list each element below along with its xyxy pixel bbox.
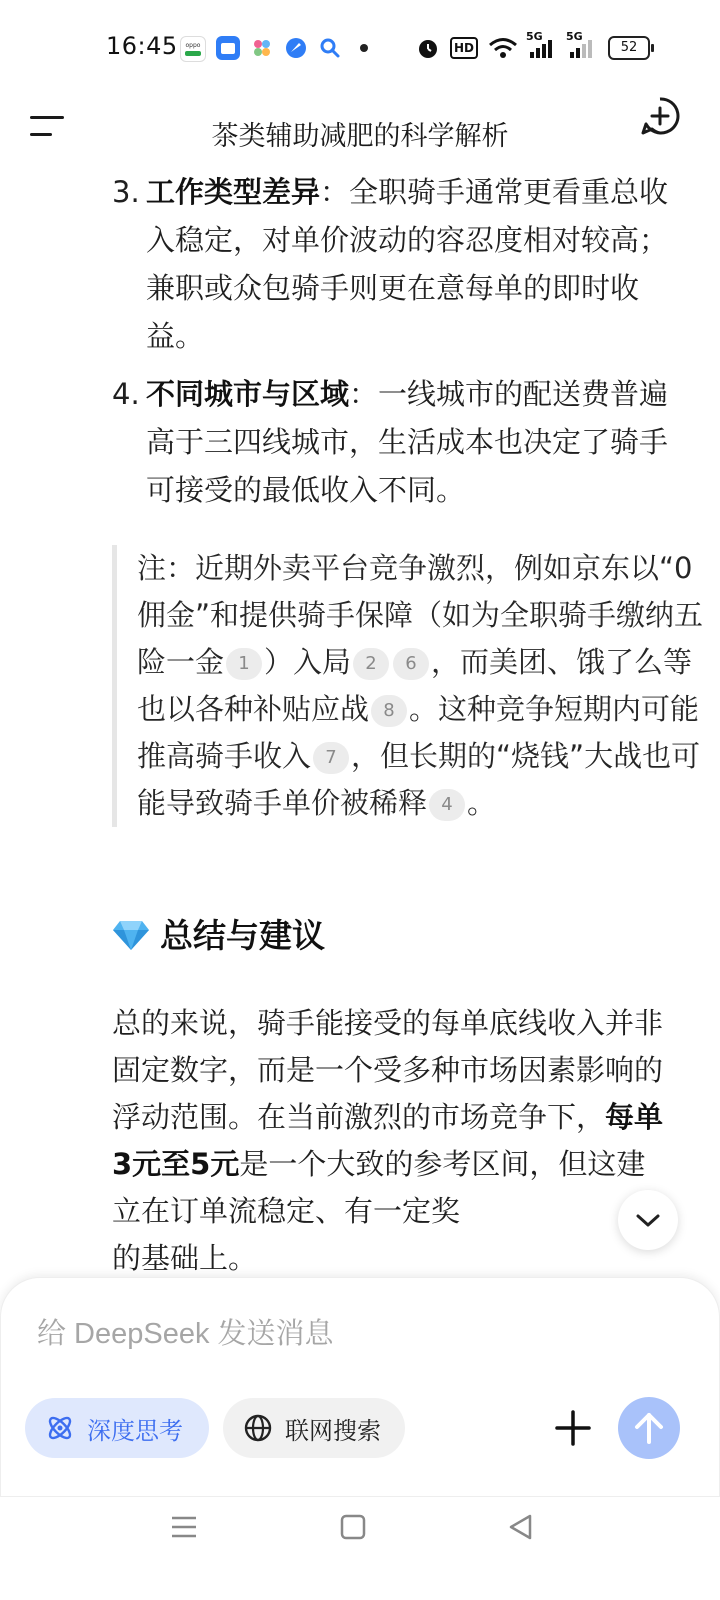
home-square-icon (337, 1511, 369, 1543)
list-item-body (146, 370, 672, 514)
summary-bold: 每单3元至5元 (112, 1100, 664, 1181)
citation-badge[interactable]: 2 (353, 648, 389, 680)
note-text: 。 (467, 786, 497, 820)
note-text: ）入局 (264, 645, 352, 679)
search-app-icon (318, 36, 342, 60)
list-item (112, 168, 672, 360)
chevron-down-icon (618, 1190, 678, 1250)
palette-app-icon (250, 36, 274, 60)
new-chat-button[interactable] (640, 96, 680, 136)
arrow-up-icon (618, 1397, 680, 1459)
list-item-number: 3. (112, 175, 140, 209)
app-header (0, 96, 720, 160)
list-item (112, 370, 672, 514)
citation-badge[interactable]: 4 (429, 789, 465, 821)
summary-text: 的基础上。 (112, 1241, 258, 1275)
web-search-toggle[interactable] (223, 1398, 405, 1458)
plus-icon (553, 1408, 593, 1448)
citation-badge[interactable]: 7 (313, 742, 349, 774)
network-5g-label-2: 5G (566, 30, 583, 43)
note-text: 。这种竞争短期内可能推高骑手收入 (137, 692, 700, 773)
list-item-text: ：全职骑手通常更看重总收入稳定，对单价波动的容忍度相对较高；兼职或众包骑手则更在意每单的即时收益。 (146, 175, 669, 353)
gem-icon (112, 919, 150, 959)
menu-icon (168, 1511, 200, 1543)
alarm-icon (416, 36, 440, 60)
citation-badge[interactable]: 6 (393, 648, 429, 680)
hd-voice-badge: HD (450, 37, 478, 59)
nav-back-button[interactable] (505, 1511, 537, 1543)
summary-paragraph (112, 1000, 672, 1275)
citation-badge[interactable]: 8 (371, 695, 407, 727)
status-time: 16:45 (106, 32, 178, 60)
note-text: 注：近期外卖平台竞争激烈，例如京东以“0佣金”和提供骑手保障（如为全职骑手缴纳五险一金 (137, 551, 704, 679)
note-text: ，但长期的“烧钱”大战也可能导致骑手单价被稀释 (137, 739, 701, 820)
list-item-number: 4. (112, 377, 140, 411)
list-item-title: 不同城市与区域 (146, 377, 350, 411)
signal-icon-2 (568, 36, 598, 60)
citation-badge[interactable]: 1 (226, 648, 262, 680)
summary-text: 总的来说，骑手能接受的每单底线收入并非固定数字，而是一个受多种市场因素影响的浮动范围。在当前激烈的市场竞争下， (112, 1006, 664, 1134)
attach-button[interactable] (553, 1408, 593, 1448)
battery-indicator: 52 (608, 36, 650, 60)
chat-content[interactable] (0, 160, 720, 1275)
more-notifications-dot (360, 44, 368, 52)
list-item-text: ：一线城市的配送费普遍高于三四线城市，生活成本也决定了骑手可接受的最低收入不同。 (146, 377, 669, 507)
message-input[interactable] (37, 1310, 597, 1358)
system-navigation-bar (0, 1497, 720, 1600)
deep-think-label: 深度思考 (87, 1416, 183, 1445)
calendar-app-icon (216, 36, 240, 60)
send-button[interactable] (618, 1397, 680, 1459)
deep-think-toggle[interactable] (25, 1398, 209, 1458)
list-item-title: 工作类型差异 (146, 175, 321, 209)
section-heading-text: 总结与建议 (160, 916, 325, 955)
web-search-label: 联网搜索 (285, 1416, 381, 1445)
nav-recents-button[interactable] (168, 1511, 200, 1543)
browser-app-icon (284, 36, 308, 60)
svg-text:oppo: oppo (185, 42, 201, 49)
new-chat-icon (640, 96, 680, 136)
network-5g-label-1: 5G (526, 30, 543, 43)
scroll-down-button[interactable] (618, 1190, 678, 1250)
signal-icon-1 (528, 36, 558, 60)
oppo-app-icon (180, 36, 206, 62)
note-text: ，而美团、饿了么等也以各种补贴应战 (137, 645, 693, 726)
atom-icon (45, 1413, 75, 1443)
page-title: 茶类辅助减肥的科学解析 (211, 121, 509, 152)
summary-text: 是一个大致的参考区间，但这建立在订单流稳定、有一定奖 (112, 1147, 646, 1228)
section-heading (112, 910, 325, 959)
wifi-icon (488, 36, 518, 60)
nav-home-button[interactable] (337, 1511, 369, 1543)
status-bar (0, 0, 720, 96)
globe-icon (243, 1413, 273, 1443)
message-composer (0, 1277, 720, 1497)
note-blockquote (112, 545, 707, 827)
back-triangle-icon (505, 1511, 537, 1543)
list-item-body (146, 168, 672, 360)
